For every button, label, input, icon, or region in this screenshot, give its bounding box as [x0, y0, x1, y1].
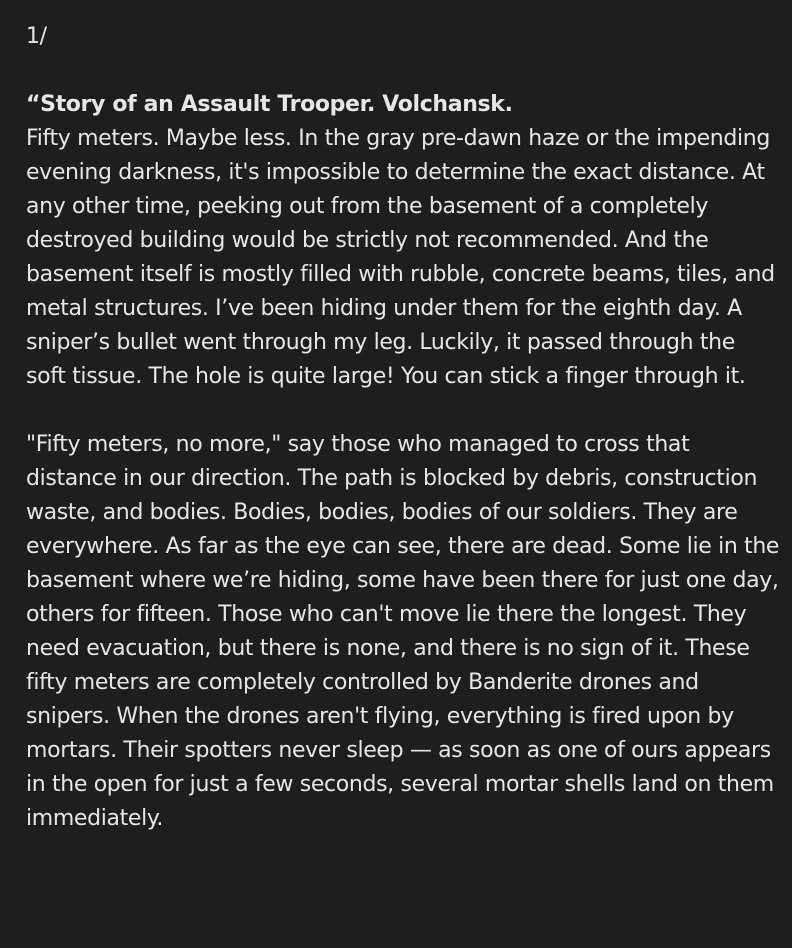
paragraph-1 — [26, 88, 780, 394]
document-body — [26, 20, 780, 836]
paragraph-1-text: Fifty meters. Maybe less. In the gray pre-dawn haze or the impending evening darkness, it's impossible to determine the exact distance. At any other time, peeking out from the basement of a completely destroyed building would be strictly not recommended. And the basement itself is mostly filled with rubble, concrete beams, tiles, and metal structures. I’ve been hiding under them for the eighth day. A sniper’s bullet went through my leg. Luckily, it passed through the soft tissue. The hole is quite large! You can stick a finger through it. — [26, 126, 775, 389]
story-title: “Story of an Assault Trooper. Volchansk. — [26, 92, 513, 117]
paragraph-2: "Fifty meters, no more," say those who managed to cross that distance in our direction. The path is blocked by debris, construction waste, and bodies. Bodies, bodies, bodies of our soldiers. They are everywhere. As far as the eye can see, there are dead. Some lie in the basement where we’re hiding, some have been there for just one day, others for fifteen. Those who can't move lie there the longest. They need evacuation, but there is none, and there is no sign of it. These fifty meters are completely controlled by Banderite drones and snipers. When the drones aren't flying, everything is fired upon by mortars. Their spotters never sleep — as soon as one of ours appears in the open for just a few seconds, several mortar shells land on them immediately. — [26, 432, 780, 831]
post-number: 1/ — [26, 24, 47, 49]
